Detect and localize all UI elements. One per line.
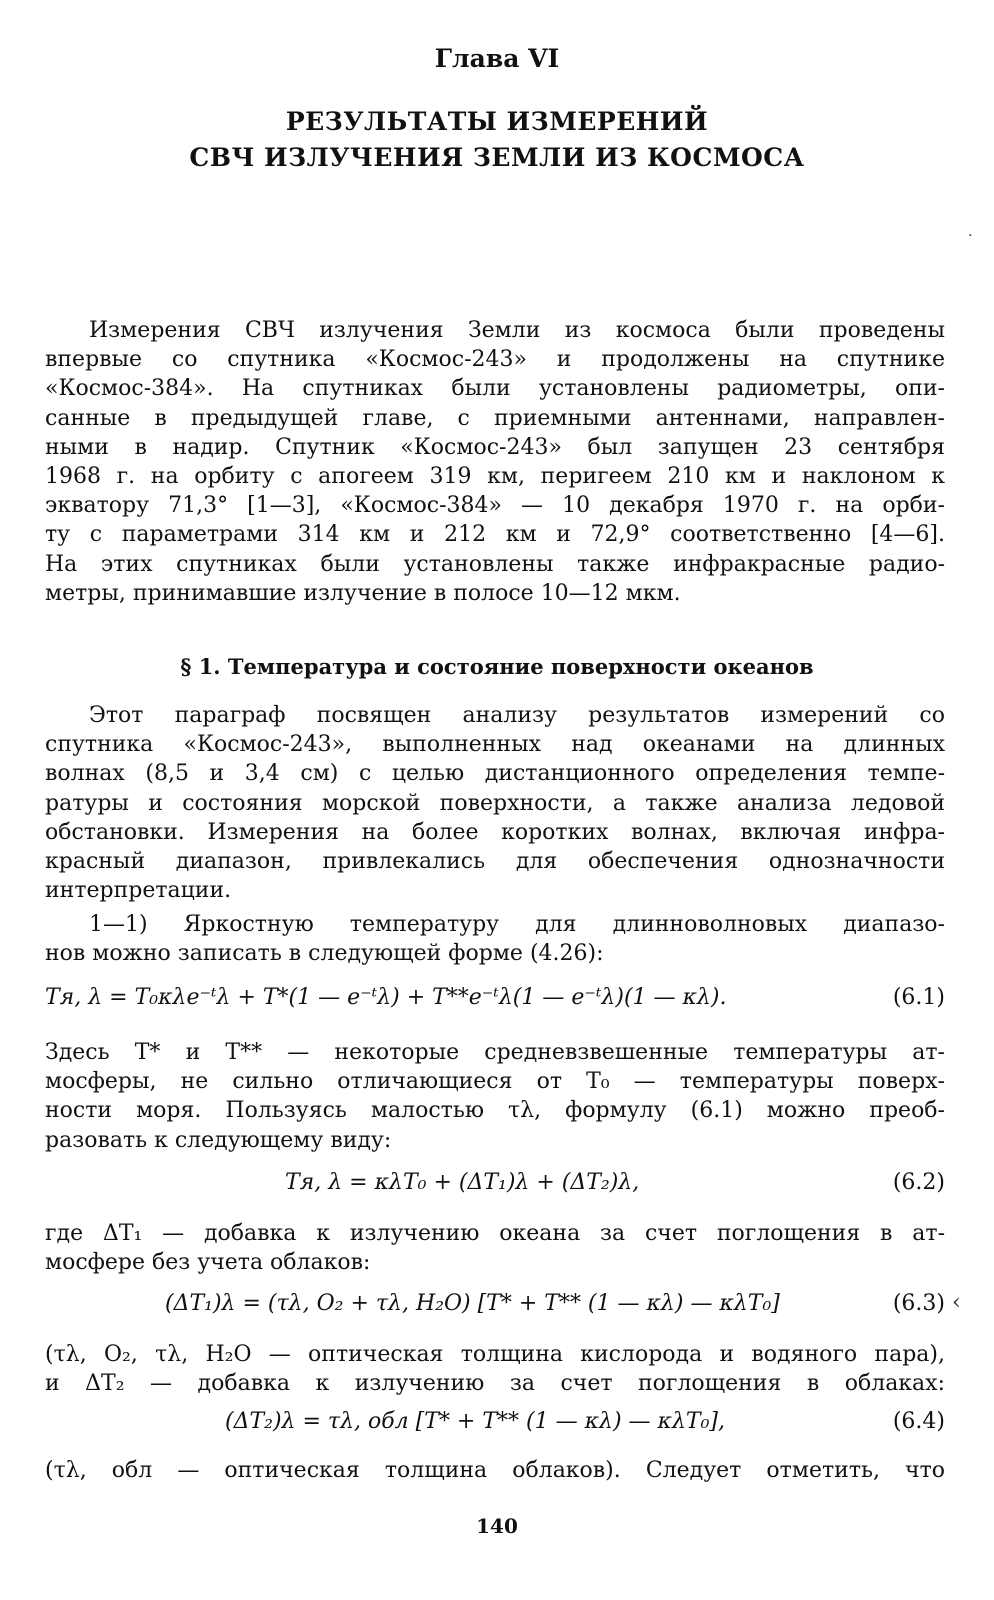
- text-line: «Космос-384». На спутниках были установлены радиометры, опи-: [45, 376, 945, 402]
- paragraph: [45, 1219, 945, 1277]
- formula-number: (6.4): [892, 1409, 945, 1434]
- formula-6-2: [45, 1170, 945, 1202]
- text-line: мосферы, не сильно отличающиеся от T₀ — температуры поверх-: [45, 1069, 945, 1095]
- text-line: (τλ, обл — оптическая толщина облаков). Следует отметить, что: [45, 1458, 945, 1483]
- text-line: метры, принимавшие излучение в полосе 10—12 мкм.: [45, 580, 681, 606]
- text-line: мосфере без учета облаков:: [45, 1250, 371, 1276]
- text-line: где ΔT₁ — добавка к излучению океана за счет поглощения в ат-: [45, 1221, 945, 1246]
- paragraph: [45, 1038, 945, 1155]
- text-line: обстановки. Измерения на более коротких волнах, включая инфра-: [45, 819, 945, 845]
- formula-6-1: [45, 985, 945, 1017]
- formula-6-4: [45, 1409, 945, 1441]
- paragraph: [45, 1340, 945, 1398]
- margin-pencil-mark: ‹: [952, 1290, 961, 1315]
- text-line: (τλ, O₂, τλ, H₂O — оптическая толщина кислорода и водяного пара),: [45, 1342, 945, 1367]
- formula-expression: (ΔT₂)λ = τλ, обл [T* + T** (1 — κλ) — κλT₀],: [225, 1409, 725, 1434]
- text-line: красный диапазон, привлекались для обеспечения однозначности: [45, 849, 945, 875]
- text-line: ту с параметрами 314 км и 212 км и 72,9° соответственно [4—6].: [45, 522, 945, 548]
- formula-number: (6.2): [892, 1170, 945, 1195]
- chapter-title-line: СВЧ ИЗЛУЧЕНИЯ ЗЕМЛИ ИЗ КОСМОСА: [189, 143, 805, 172]
- paragraph: [45, 1456, 945, 1485]
- text-line: санные в предыдущей главе, с приемными антеннами, направлен-: [45, 405, 945, 431]
- margin-mark: ·: [968, 228, 973, 244]
- intro-paragraph: [45, 316, 945, 608]
- text-line: разовать к следующему виду:: [45, 1127, 392, 1153]
- chapter-title-line: РЕЗУЛЬТАТЫ ИЗМЕРЕНИЙ: [285, 107, 709, 136]
- text-line: Этот параграф посвящен анализу результатов измерений со: [89, 703, 945, 728]
- formula-expression: Tя, λ = κλT₀ + (ΔT₁)λ + (ΔT₂)λ,: [285, 1170, 640, 1195]
- text-line: спутника «Космос-243», выполненных над океанами на длинных: [45, 732, 945, 758]
- text-line: Измерения СВЧ излучения Земли из космоса были проведены: [89, 318, 945, 343]
- chapter-label: Глава VI: [434, 44, 560, 73]
- section-heading: § 1. Температура и состояние поверхности океанов: [180, 654, 814, 679]
- chapter-title: [0, 104, 994, 176]
- page-number: 140: [476, 1514, 518, 1538]
- text-line: впервые со спутника «Космос-243» и продолжены на спутнике: [45, 347, 945, 373]
- text-line: ратуры и состояния морской поверхности, а также анализа ледовой: [45, 790, 945, 816]
- text-line: Здесь T* и T** — некоторые средневзвешенные температуры ат-: [45, 1040, 945, 1065]
- text-line: и ΔT₂ — добавка к излучению за счет поглощения в облаках:: [45, 1371, 945, 1397]
- formula-number: (6.1): [892, 985, 945, 1010]
- formula-number: (6.3): [892, 1291, 945, 1316]
- formula-expression: (ΔT₁)λ = (τλ, O₂ + τλ, H₂O) [T* + T** (1 — κλ) — κλT₀]: [165, 1291, 780, 1316]
- text-line: волнах (8,5 и 3,4 см) с целью дистанционного определения темпе-: [45, 761, 945, 787]
- paragraph: [45, 701, 945, 905]
- formula-expression: Tя, λ = T₀κλe⁻ᵗλ + T*(1 — e⁻ᵗλ) + T**e⁻ᵗλ(1 — e⁻ᵗλ)(1 — κλ).: [45, 985, 727, 1010]
- text-line: 1968 г. на орбиту с апогеем 319 км, перигеем 210 км и наклоном к: [45, 464, 945, 490]
- paragraph: [45, 910, 945, 968]
- text-line: 1—1) Яркостную температуру для длинноволновых диапазо-: [89, 912, 945, 937]
- text-line: интерпретации.: [45, 878, 232, 904]
- text-line: ными в надир. Спутник «Космос-243» был запущен 23 сентября: [45, 434, 945, 460]
- formula-6-3: [45, 1291, 945, 1323]
- text-line: На этих спутниках были установлены также инфракрасные радио-: [45, 551, 945, 577]
- text-line: ности моря. Пользуясь малостью τλ, формулу (6.1) можно преоб-: [45, 1098, 945, 1124]
- text-line: нов можно записать в следующей форме (4.26):: [45, 941, 604, 967]
- text-line: экватору 71,3° [1—3], «Космос-384» — 10 декабря 1970 г. на орби-: [45, 493, 945, 519]
